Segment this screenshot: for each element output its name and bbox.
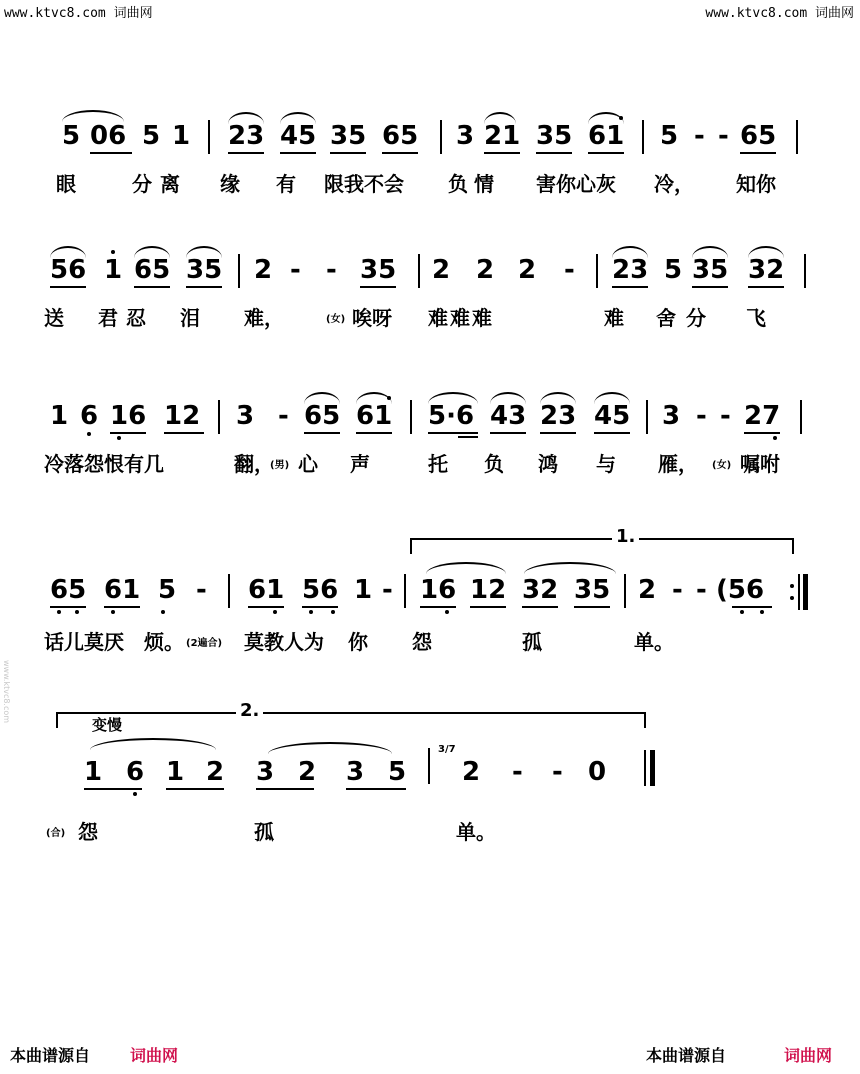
underline [484, 152, 520, 154]
note: 5·6 [428, 401, 475, 431]
footer-brand-link[interactable]: 词曲网 [130, 1046, 179, 1065]
lyric: 声 [350, 452, 370, 476]
low-octave-dot [117, 436, 121, 440]
underline [536, 152, 572, 154]
lyric: 舍分 [656, 306, 716, 330]
note: 1 [354, 575, 373, 605]
note: 2 [476, 255, 495, 285]
slur [426, 562, 506, 574]
lyric: 怨 [78, 820, 98, 844]
footer-brand-link[interactable]: 词曲网 [784, 1046, 833, 1065]
note: 2 [462, 757, 481, 787]
tempo-marking: 变慢 [92, 716, 123, 734]
barline [208, 120, 210, 154]
underline [134, 286, 170, 288]
second-ending-bracket-tick [56, 712, 58, 728]
note: 21 [484, 121, 521, 151]
note: 65 [50, 575, 87, 605]
low-octave-dot [445, 610, 449, 614]
lyric: 单。 [634, 630, 674, 654]
barline [642, 120, 644, 154]
low-octave-dot [760, 610, 764, 614]
lyric: 眼 [56, 172, 76, 196]
underline [458, 436, 478, 438]
note: 23 [540, 401, 577, 431]
singer-marker: (2遍合) [186, 638, 223, 649]
footer-source-left [10, 1043, 178, 1066]
lyric: 唉呀 [352, 306, 392, 330]
lyric: 孤 [254, 820, 274, 844]
underline [740, 152, 776, 154]
note: 3 [236, 401, 255, 431]
note: 35 [692, 255, 729, 285]
barline [596, 254, 598, 288]
note: - [564, 255, 575, 285]
note: - [326, 255, 337, 285]
slur [268, 742, 392, 754]
barline [228, 574, 230, 608]
singer-marker: (合) [46, 828, 66, 839]
note: - [196, 575, 207, 605]
note: 16 [420, 575, 457, 605]
repeat-dot [790, 584, 794, 588]
note: 56 [50, 255, 87, 285]
underline [50, 286, 86, 288]
note: 12 [470, 575, 507, 605]
barline [796, 120, 798, 154]
footer-source-text: 本曲谱源自 [10, 1046, 91, 1065]
underline [228, 152, 264, 154]
note: 1 [166, 757, 185, 787]
note: 1 [84, 757, 103, 787]
barline [218, 400, 220, 434]
note: 2 [518, 255, 537, 285]
header-watermark-left: www.ktvc8.com 词曲网 [4, 6, 153, 21]
note: - [512, 757, 523, 787]
barline [624, 574, 626, 608]
note: - [720, 401, 731, 431]
underline [748, 286, 784, 288]
note: 35 [186, 255, 223, 285]
low-octave-dot [161, 610, 165, 614]
underline [356, 432, 392, 434]
note: 61 [588, 121, 625, 151]
underline [330, 152, 366, 154]
lyric: 负情 [448, 172, 500, 196]
note: 61 [104, 575, 141, 605]
singer-marker: (女) [712, 460, 732, 471]
barline [804, 254, 806, 288]
note: 5 [388, 757, 407, 787]
note: 3 [256, 757, 275, 787]
lyric: 莫教人为 [244, 630, 324, 654]
note: 2 [432, 255, 451, 285]
underline [302, 606, 338, 608]
note: 3 [346, 757, 365, 787]
underline [594, 432, 630, 434]
note: 65 [134, 255, 171, 285]
underline [428, 432, 478, 434]
lyric: 知你 [736, 172, 776, 196]
note: 23 [612, 255, 649, 285]
lyric: 鸿 [538, 452, 558, 476]
note: (56 [716, 575, 765, 605]
note: 1 [104, 255, 123, 285]
underline [304, 432, 340, 434]
barline [410, 400, 412, 434]
underline [104, 606, 140, 608]
underline [732, 606, 772, 608]
low-octave-dot [133, 792, 137, 796]
lyric: 孤 [522, 630, 542, 654]
lyric: 冷落怨恨有几 [44, 452, 164, 476]
note: 2 [298, 757, 317, 787]
note: 35 [536, 121, 573, 151]
lyric: 君忍 [98, 306, 154, 330]
underline [588, 152, 624, 154]
singer-marker: (男) [270, 460, 290, 471]
second-ending-label: 2. [236, 700, 263, 721]
note: 6 [80, 401, 99, 431]
note: - [382, 575, 393, 605]
note: - [694, 121, 705, 151]
barline [238, 254, 240, 288]
note: 65 [740, 121, 777, 151]
underline [744, 432, 780, 434]
note: 5 [660, 121, 679, 151]
lyric: 送 [44, 306, 64, 330]
note: 2 [206, 757, 225, 787]
underline [84, 788, 142, 790]
note: - [696, 575, 707, 605]
underline [382, 152, 418, 154]
barline [798, 574, 800, 610]
final-barline [644, 750, 646, 786]
lyric: 雁， [658, 452, 698, 476]
note: - [696, 401, 707, 431]
note: 06 [90, 121, 127, 151]
underline [166, 788, 224, 790]
underline [574, 606, 610, 608]
note: 2 [638, 575, 657, 605]
barline [800, 400, 802, 434]
note: 35 [360, 255, 397, 285]
note: 3 [456, 121, 475, 151]
slur [524, 562, 616, 574]
underline [420, 606, 456, 608]
lyric: 烦。 [144, 630, 184, 654]
underline [692, 286, 728, 288]
note: 16 [110, 401, 147, 431]
repeat-dot [790, 596, 794, 600]
side-watermark: www.ktvc8.com [2, 660, 11, 724]
barline [440, 120, 442, 154]
barline [428, 748, 430, 784]
lyric: 托 [428, 452, 448, 476]
lyric: 限我不会 [324, 172, 404, 196]
note: - [718, 121, 729, 151]
lyric: 你 [348, 630, 368, 654]
underline [346, 788, 406, 790]
note: - [290, 255, 301, 285]
second-ending-bracket-tick [644, 712, 646, 728]
underline [470, 606, 506, 608]
note: 32 [522, 575, 559, 605]
high-octave-dot [387, 396, 391, 400]
low-octave-dot [87, 432, 91, 436]
note: 45 [280, 121, 317, 151]
grace-note: 3/7 [438, 744, 456, 755]
note: 23 [228, 121, 265, 151]
note: 45 [594, 401, 631, 431]
lyric: 分离 [132, 172, 188, 196]
high-octave-dot [111, 250, 115, 254]
second-ending-bracket [56, 712, 646, 714]
note: 43 [490, 401, 527, 431]
underline [50, 606, 86, 608]
first-ending-label: 1. [612, 526, 639, 547]
lyric: 有 [276, 172, 296, 196]
lyric: 怨 [412, 630, 432, 654]
lyric: 缘 [220, 172, 240, 196]
note: - [278, 401, 289, 431]
singer-marker: (女) [326, 314, 346, 325]
slur [90, 738, 216, 750]
header-watermark-right: www.ktvc8.com 词曲网 [705, 6, 854, 21]
note: 61 [356, 401, 393, 431]
note: 12 [164, 401, 201, 431]
underline [540, 432, 576, 434]
low-octave-dot [740, 610, 744, 614]
low-octave-dot [331, 610, 335, 614]
note: 27 [744, 401, 781, 431]
underline [256, 788, 314, 790]
note: 1 [172, 121, 191, 151]
lyric: 翻， [234, 452, 274, 476]
lyric: 单。 [456, 820, 496, 844]
note: - [552, 757, 563, 787]
final-barline-thick [650, 750, 655, 786]
low-octave-dot [309, 610, 313, 614]
lyric: 话儿莫厌 [44, 630, 124, 654]
footer-source-text: 本曲谱源自 [646, 1046, 727, 1065]
note: - [672, 575, 683, 605]
underline [612, 286, 648, 288]
note: 0 [588, 757, 607, 787]
note: 65 [304, 401, 341, 431]
barline [646, 400, 648, 434]
low-octave-dot [75, 610, 79, 614]
underline [360, 286, 396, 288]
lyric: 心 [298, 452, 318, 476]
note: 5 [62, 121, 81, 151]
note: 5 [142, 121, 161, 151]
note: 32 [748, 255, 785, 285]
first-ending-bracket [410, 538, 794, 540]
barline [404, 574, 406, 608]
high-octave-dot [619, 116, 623, 120]
first-ending-bracket-tick [792, 538, 794, 554]
footer-source-right [646, 1043, 832, 1066]
note: 61 [248, 575, 285, 605]
underline [186, 286, 222, 288]
lyric: 难 [604, 306, 624, 330]
note: 35 [574, 575, 611, 605]
low-octave-dot [57, 610, 61, 614]
barline [418, 254, 420, 288]
underline [110, 432, 146, 434]
lyric: 泪 [180, 306, 200, 330]
note: 56 [302, 575, 339, 605]
underline [90, 152, 132, 154]
underline [280, 152, 316, 154]
lyric: 嘱咐 [740, 452, 780, 476]
low-octave-dot [111, 610, 115, 614]
note: 5 [664, 255, 683, 285]
lyric: 难， [244, 306, 284, 330]
lyric: 负 [484, 452, 504, 476]
note: 6 [126, 757, 145, 787]
note: 35 [330, 121, 367, 151]
note: 3 [662, 401, 681, 431]
lyric: 冷， [654, 172, 694, 196]
lyric: 害你心灰 [536, 172, 616, 196]
note: 65 [382, 121, 419, 151]
lyric: 难难难 [428, 306, 494, 330]
underline [248, 606, 284, 608]
underline [490, 432, 526, 434]
first-ending-bracket-tick [410, 538, 412, 554]
note: 2 [254, 255, 273, 285]
underline [164, 432, 204, 434]
low-octave-dot [273, 610, 277, 614]
barline-thick [803, 574, 808, 610]
note: 1 [50, 401, 69, 431]
low-octave-dot [773, 436, 777, 440]
lyric: 与 [596, 452, 616, 476]
underline [522, 606, 558, 608]
lyric: 飞 [746, 306, 766, 330]
note: 5 [158, 575, 177, 605]
